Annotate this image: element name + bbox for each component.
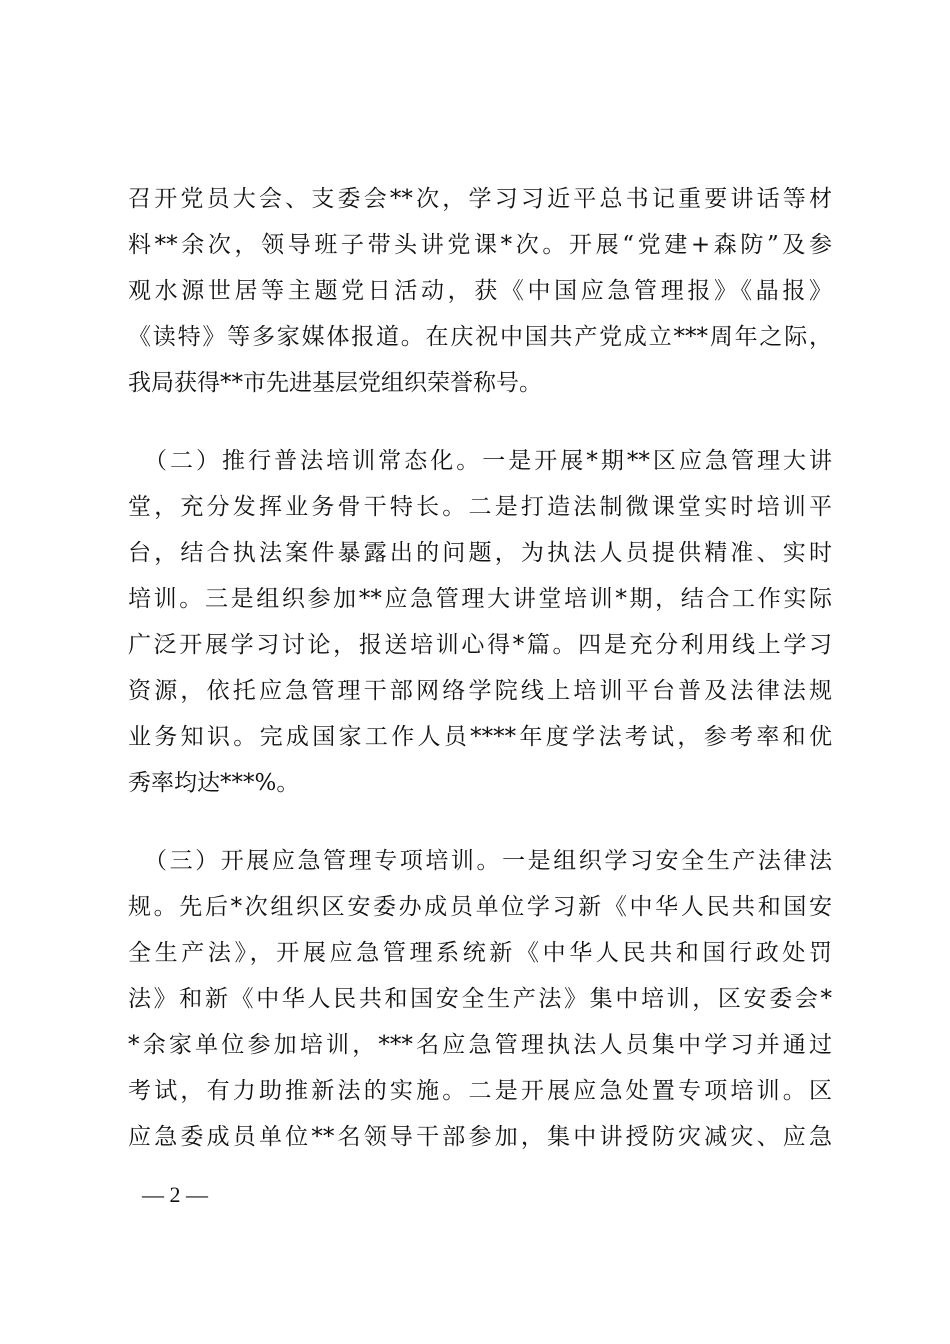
text-line: 广泛开展学习讨论，报送培训心得*篇。四是充分利用线上学习 [128, 632, 832, 658]
text-line: 应急委成员单位**名领导干部参加，集中讲授防灾减灾、应急 [128, 1124, 832, 1150]
text-line: 《读特》等多家媒体报道。在庆祝中国共产党成立***周年之际， [128, 324, 832, 350]
text-line: 观水源世居等主题党日活动，获《中国应急管理报》《晶报》 [128, 278, 832, 304]
text-line: *余家单位参加培训，***名应急管理执法人员集中学习并通过 [128, 1032, 832, 1058]
text-line: 我局获得**市先进基层党组织荣誉称号。 [128, 370, 542, 396]
text-line: 法》和新《中华人民共和国安全生产法》集中培训，区安委会* [128, 986, 832, 1012]
text-line: 考试，有力助推新法的实施。二是开展应急处置专项培训。区 [128, 1078, 832, 1104]
text-line: 料**余次，领导班子带头讲党课*次。开展“党建+森防”及参 [128, 232, 832, 258]
text-line: 规。先后*次组织区安委办成员单位学习新《中华人民共和国安 [128, 894, 832, 920]
text-line: 召开党员大会、支委会**次，学习习近平总书记重要讲话等材 [128, 186, 832, 212]
paragraph-heading-line: （三）开展应急管理专项培训。一是组织学习安全生产法律法 [144, 848, 832, 874]
text-line: 全生产法》，开展应急管理系统新《中华人民共和国行政处罚 [128, 940, 832, 966]
text-line: 培训。三是组织参加**应急管理大讲堂培训*期，结合工作实际 [128, 586, 832, 612]
page-number: — 2 — [142, 1182, 208, 1207]
text-line: 业务知识。完成国家工作人员****年度学法考试，参考率和优 [128, 724, 832, 750]
text-line: 台，结合执法案件暴露出的问题，为执法人员提供精准、实时 [128, 540, 832, 566]
text-line: 秀率均达***%。 [128, 770, 300, 796]
paragraph-heading-line: （二）推行普法培训常态化。一是开展*期**区应急管理大讲 [144, 448, 832, 474]
text-line: 资源，依托应急管理干部网络学院线上培训平台普及法律法规 [128, 678, 832, 704]
text-line: 堂，充分发挥业务骨干特长。二是打造法制微课堂实时培训平 [128, 494, 832, 520]
